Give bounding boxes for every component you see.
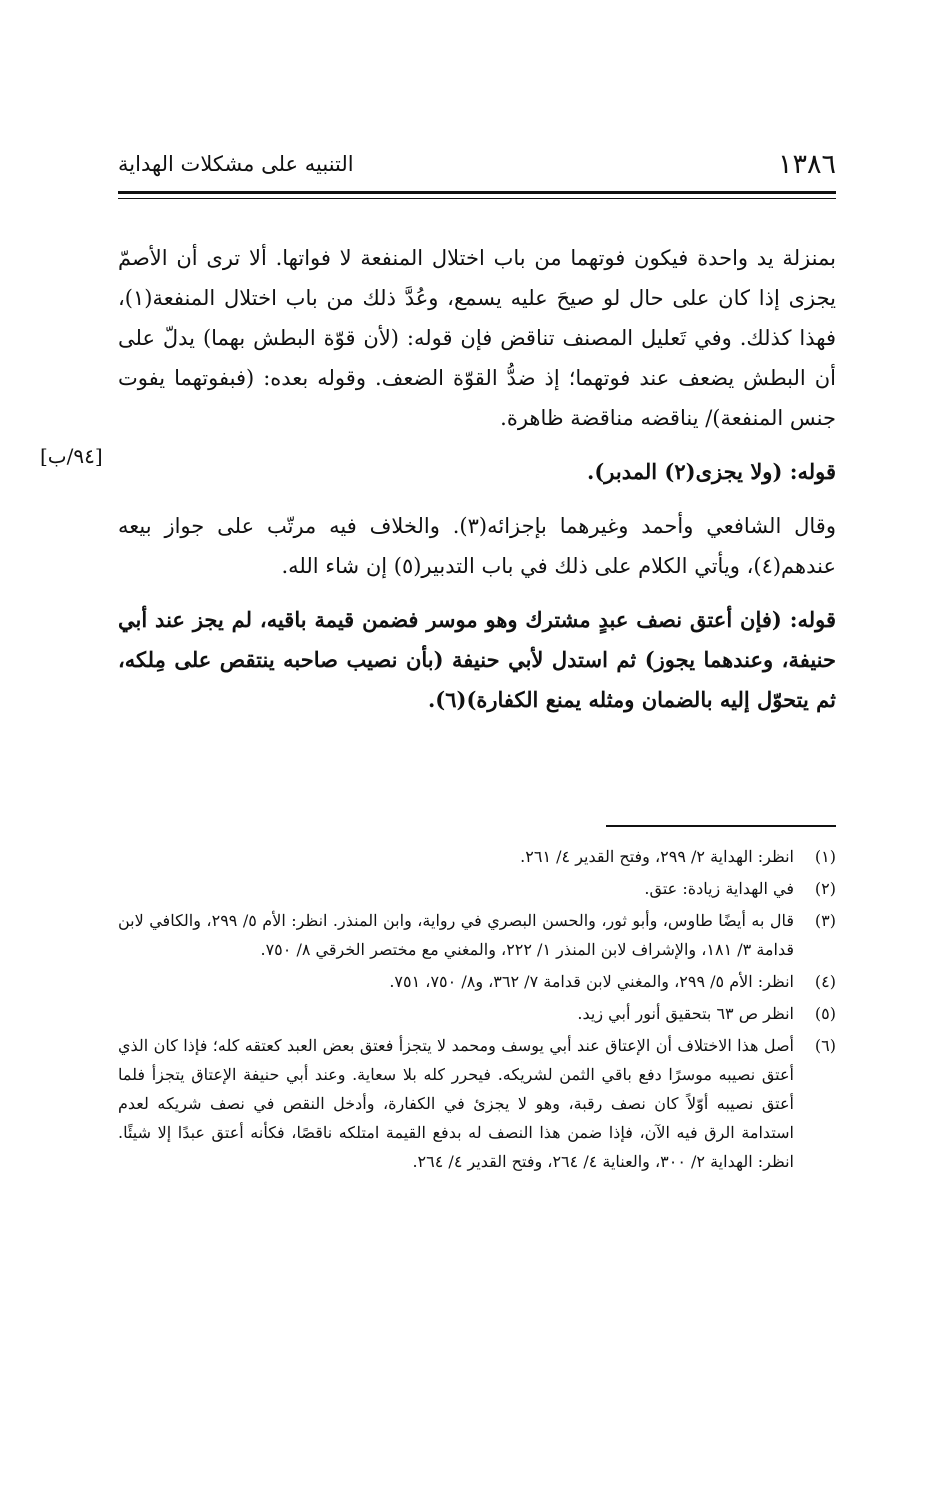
footnote-text: أصل هذا الاختلاف أن الإعتاق عند أبي يوسف ومحمد لا يتجزأ فعتق بعض العبد كعتقه كله؛ فإذا كان الذي أعتق نصيبه موسرًا دفع باقي الثمن لشريكه. فيحرر كله بلا سعاية. وعند أبي حنيفة الإعتاق يتجزأ فلما أعتق نصيبه أوّلاً كان نصف رقبة، وهو لا يجزئ في الكفارة، وأدخل النقص في نصف شريكه لعدم استدامة الرق فيه الآن، فإذا ضمن هذا النصف له بدفع القيمة امتلكه ناقصًا، فكأنه أعتق عبدًا إلا شيئًا. انظر: الهداية ٢/ ٣٠٠، والعناية ٤/ ٢٦٤، وفتح القدير ٤/ ٢٦٤.	[118, 1036, 795, 1171]
footnote-number: (٣)	[814, 911, 836, 930]
footnote-separator	[606, 825, 836, 827]
main-text	[118, 238, 836, 720]
footnotes	[118, 842, 836, 1179]
footnote-3	[118, 906, 836, 964]
footnote-text: في الهداية زيادة: عتق.	[644, 879, 794, 898]
footnote-text: انظر: الهداية ٢/ ٢٩٩، وفتح القدير ٤/ ٢٦١.	[520, 847, 794, 866]
manuscript-folio-marker: [٩٤/ب]	[40, 444, 103, 468]
footnote-number: (١)	[814, 847, 836, 866]
paragraph-4-heading: قوله: (فإن أعتق نصف عبدٍ مشترك وهو موسر فضمن قيمة باقيه، لم يجز عند أبي حنيفة، وعندهما يجوز) ثم استدل لأبي حنيفة (بأن نصيب صاحبه ينتقص على مِلكه، ثم يتحوّل إليه بالضمان ومثله يمنع الكفارة)(٦).	[118, 607, 836, 712]
footnote-2	[118, 874, 836, 903]
footnote-number: (٦)	[814, 1036, 836, 1055]
footnote-5	[118, 999, 836, 1028]
footnote-text: قال به أيضًا طاوس، وأبو ثور، والحسن البصري في رواية، وابن المنذر. انظر: الأم ٥/ ٢٩٩، والكافي لابن قدامة ٣/ ١٨١، والإشراف لابن المنذر ١/ ٢٢٢، والمغني مع مختصر الخرقي ٨/ ٧٥٠.	[118, 911, 795, 959]
footnote-text: انظر: الأم ٥/ ٢٩٩، والمغني لابن قدامة ٧/ ٣٦٢، و٨/ ٧٥٠، ٧٥١.	[389, 972, 794, 991]
paragraph-1: بمنزلة يد واحدة فيكون فوتهما من باب اختلال المنفعة لا فواتها. ألا ترى أن الأصمّ يجزى إذا كان على حال لو صيحَ عليه يسمع، وعُدَّ ذلك من باب اختلال المنفعة(١)، فهذا كذلك. وفي تَعليل المصنف تناقض فإن قوله: (لأن قوّة البطش بهما) يدلّ على أن البطش يضعف عند فوتهما؛ إذ ضدُّ القوّة الضعف. وقوله بعده: (فبفوتهما يفوت جنس المنفعة)/ يناقضه مناقضة ظاهرة.	[118, 246, 836, 430]
running-title: التنبيه على مشكلات الهداية	[118, 152, 354, 176]
page-header	[118, 148, 836, 180]
header-rule-thick	[118, 191, 836, 194]
paragraph-2-heading: قوله: (ولا يجزى(٢) المدبر).	[587, 459, 836, 484]
footnote-4	[118, 967, 836, 996]
footnote-number: (٤)	[814, 972, 836, 991]
footnote-number: (٥)	[814, 1004, 836, 1023]
header-rule-thin	[118, 198, 836, 199]
page-number: ١٣٨٦	[777, 148, 836, 180]
footnote-1	[118, 842, 836, 871]
footnote-text: انظر ص ٦٣ بتحقيق أنور أبي زيد.	[577, 1004, 794, 1023]
paragraph-3: وقال الشافعي وأحمد وغيرهما بإجزائه(٣). والخلاف فيه مرتّب على جواز بيعه عندهم(٤)، ويأتي الكلام على ذلك في باب التدبير(٥) إن شاء الله.	[118, 514, 836, 578]
footnote-6	[118, 1031, 836, 1176]
footnote-number: (٢)	[814, 879, 836, 898]
